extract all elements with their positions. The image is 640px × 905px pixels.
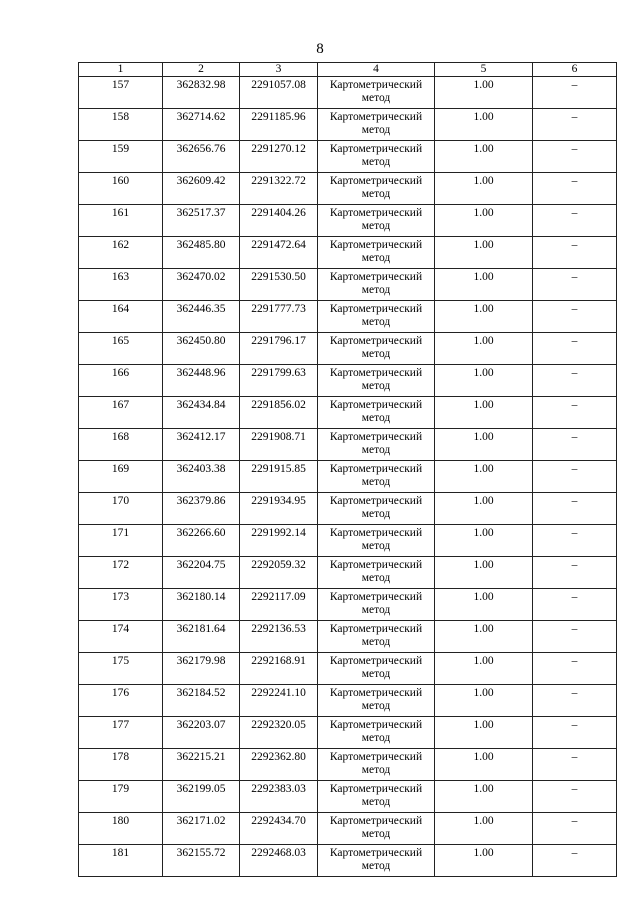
description-cell: – [533,653,617,685]
accuracy-cell: 1.00 [435,781,533,813]
x-coordinate-cell: 362470.02 [163,269,240,301]
point-number-cell: 172 [79,557,163,589]
x-coordinate-cell: 362204.75 [163,557,240,589]
y-coordinate-cell: 2291057.08 [240,77,318,109]
table-row [79,461,617,493]
method-cell: Картометрический метод [318,685,435,717]
x-coordinate-cell: 362199.05 [163,781,240,813]
x-coordinate-cell: 362184.52 [163,685,240,717]
method-cell: Картометрический метод [318,333,435,365]
accuracy-cell: 1.00 [435,269,533,301]
y-coordinate-cell: 2291270.12 [240,141,318,173]
y-coordinate-cell: 2292241.10 [240,685,318,717]
y-coordinate-cell: 2292362.80 [240,749,318,781]
point-number-cell: 176 [79,685,163,717]
method-cell: Картометрический метод [318,557,435,589]
x-coordinate-cell: 362215.21 [163,749,240,781]
method-cell: Картометрический метод [318,717,435,749]
method-cell: Картометрический метод [318,173,435,205]
y-coordinate-cell: 2291856.02 [240,397,318,429]
point-number-cell: 173 [79,589,163,621]
description-cell: – [533,717,617,749]
x-coordinate-cell: 362203.07 [163,717,240,749]
description-cell: – [533,141,617,173]
point-number-cell: 161 [79,205,163,237]
y-coordinate-cell: 2291796.17 [240,333,318,365]
x-coordinate-cell: 362485.80 [163,237,240,269]
x-coordinate-cell: 362179.98 [163,653,240,685]
table-row [79,237,617,269]
method-cell: Картометрический метод [318,589,435,621]
point-number-cell: 174 [79,621,163,653]
accuracy-cell: 1.00 [435,525,533,557]
y-coordinate-cell: 2291472.64 [240,237,318,269]
description-cell: – [533,813,617,845]
page-number: 8 [316,41,324,57]
point-number-cell: 158 [79,109,163,141]
method-cell: Картометрический метод [318,205,435,237]
table-row [79,685,617,717]
method-cell: Картометрический метод [318,781,435,813]
description-cell: – [533,269,617,301]
table-row [79,429,617,461]
point-number-cell: 157 [79,77,163,109]
table-row [79,525,617,557]
point-number-cell: 170 [79,493,163,525]
x-coordinate-cell: 362832.98 [163,77,240,109]
table-row [79,749,617,781]
coordinates-table [78,62,617,877]
x-coordinate-cell: 362517.37 [163,205,240,237]
x-coordinate-cell: 362448.96 [163,365,240,397]
x-coordinate-cell: 362181.64 [163,621,240,653]
y-coordinate-cell: 2292383.03 [240,781,318,813]
x-coordinate-cell: 362714.62 [163,109,240,141]
method-cell: Картометрический метод [318,77,435,109]
accuracy-cell: 1.00 [435,397,533,429]
y-coordinate-cell: 2292434.70 [240,813,318,845]
y-coordinate-cell: 2291992.14 [240,525,318,557]
point-number-cell: 162 [79,237,163,269]
table-row [79,77,617,109]
table-row [79,557,617,589]
description-cell: – [533,77,617,109]
description-cell: – [533,781,617,813]
column-header-5: 5 [435,63,533,77]
accuracy-cell: 1.00 [435,589,533,621]
y-coordinate-cell: 2291934.95 [240,493,318,525]
accuracy-cell: 1.00 [435,461,533,493]
y-coordinate-cell: 2291404.26 [240,205,318,237]
y-coordinate-cell: 2291799.63 [240,365,318,397]
description-cell: – [533,173,617,205]
point-number-cell: 177 [79,717,163,749]
x-coordinate-cell: 362450.80 [163,333,240,365]
table-row [79,205,617,237]
table-row [79,781,617,813]
method-cell: Картометрический метод [318,653,435,685]
table-row [79,109,617,141]
x-coordinate-cell: 362609.42 [163,173,240,205]
table-row [79,301,617,333]
accuracy-cell: 1.00 [435,77,533,109]
point-number-cell: 165 [79,333,163,365]
point-number-cell: 181 [79,845,163,877]
description-cell: – [533,461,617,493]
accuracy-cell: 1.00 [435,365,533,397]
column-header-1: 1 [79,63,163,77]
y-coordinate-cell: 2291777.73 [240,301,318,333]
x-coordinate-cell: 362379.86 [163,493,240,525]
accuracy-cell: 1.00 [435,749,533,781]
point-number-cell: 164 [79,301,163,333]
description-cell: – [533,685,617,717]
method-cell: Картометрический метод [318,301,435,333]
method-cell: Картометрический метод [318,749,435,781]
x-coordinate-cell: 362266.60 [163,525,240,557]
accuracy-cell: 1.00 [435,237,533,269]
column-header-2: 2 [163,63,240,77]
method-cell: Картометрический метод [318,397,435,429]
table-row [79,333,617,365]
description-cell: – [533,525,617,557]
table-row [79,589,617,621]
method-cell: Картометрический метод [318,813,435,845]
x-coordinate-cell: 362434.84 [163,397,240,429]
accuracy-cell: 1.00 [435,717,533,749]
table-row [79,397,617,429]
description-cell: – [533,493,617,525]
description-cell: – [533,333,617,365]
x-coordinate-cell: 362446.35 [163,301,240,333]
point-number-cell: 178 [79,749,163,781]
point-number-cell: 180 [79,813,163,845]
accuracy-cell: 1.00 [435,109,533,141]
accuracy-cell: 1.00 [435,429,533,461]
x-coordinate-cell: 362180.14 [163,589,240,621]
method-cell: Картометрический метод [318,109,435,141]
point-number-cell: 179 [79,781,163,813]
accuracy-cell: 1.00 [435,685,533,717]
accuracy-cell: 1.00 [435,621,533,653]
method-cell: Картометрический метод [318,493,435,525]
method-cell: Картометрический метод [318,525,435,557]
table-row [79,845,617,877]
accuracy-cell: 1.00 [435,173,533,205]
x-coordinate-cell: 362155.72 [163,845,240,877]
accuracy-cell: 1.00 [435,813,533,845]
description-cell: – [533,621,617,653]
accuracy-cell: 1.00 [435,205,533,237]
table-row [79,813,617,845]
point-number-cell: 171 [79,525,163,557]
x-coordinate-cell: 362412.17 [163,429,240,461]
point-number-cell: 163 [79,269,163,301]
accuracy-cell: 1.00 [435,653,533,685]
y-coordinate-cell: 2292320.05 [240,717,318,749]
table-row [79,717,617,749]
point-number-cell: 169 [79,461,163,493]
y-coordinate-cell: 2291915.85 [240,461,318,493]
accuracy-cell: 1.00 [435,333,533,365]
point-number-cell: 166 [79,365,163,397]
table-row [79,653,617,685]
table-row [79,173,617,205]
point-number-cell: 160 [79,173,163,205]
method-cell: Картометрический метод [318,429,435,461]
description-cell: – [533,365,617,397]
accuracy-cell: 1.00 [435,301,533,333]
y-coordinate-cell: 2292059.32 [240,557,318,589]
description-cell: – [533,845,617,877]
method-cell: Картометрический метод [318,621,435,653]
description-cell: – [533,557,617,589]
description-cell: – [533,205,617,237]
method-cell: Картометрический метод [318,365,435,397]
table-body [79,77,617,877]
column-header-4: 4 [318,63,435,77]
y-coordinate-cell: 2292168.91 [240,653,318,685]
table-header-row [79,63,617,77]
y-coordinate-cell: 2291322.72 [240,173,318,205]
description-cell: – [533,589,617,621]
table-row [79,141,617,173]
description-cell: – [533,749,617,781]
x-coordinate-cell: 362656.76 [163,141,240,173]
accuracy-cell: 1.00 [435,141,533,173]
point-number-cell: 168 [79,429,163,461]
method-cell: Картометрический метод [318,269,435,301]
y-coordinate-cell: 2292468.03 [240,845,318,877]
column-header-6: 6 [533,63,617,77]
description-cell: – [533,301,617,333]
method-cell: Картометрический метод [318,237,435,269]
accuracy-cell: 1.00 [435,557,533,589]
table-row [79,269,617,301]
table-row [79,621,617,653]
accuracy-cell: 1.00 [435,845,533,877]
method-cell: Картометрический метод [318,141,435,173]
y-coordinate-cell: 2291908.71 [240,429,318,461]
description-cell: – [533,237,617,269]
point-number-cell: 175 [79,653,163,685]
accuracy-cell: 1.00 [435,493,533,525]
description-cell: – [533,397,617,429]
y-coordinate-cell: 2291185.96 [240,109,318,141]
x-coordinate-cell: 362403.38 [163,461,240,493]
y-coordinate-cell: 2292117.09 [240,589,318,621]
table-row [79,365,617,397]
method-cell: Картометрический метод [318,461,435,493]
column-header-3: 3 [240,63,318,77]
table-row [79,493,617,525]
description-cell: – [533,429,617,461]
method-cell: Картометрический метод [318,845,435,877]
point-number-cell: 159 [79,141,163,173]
x-coordinate-cell: 362171.02 [163,813,240,845]
y-coordinate-cell: 2292136.53 [240,621,318,653]
y-coordinate-cell: 2291530.50 [240,269,318,301]
point-number-cell: 167 [79,397,163,429]
description-cell: – [533,109,617,141]
